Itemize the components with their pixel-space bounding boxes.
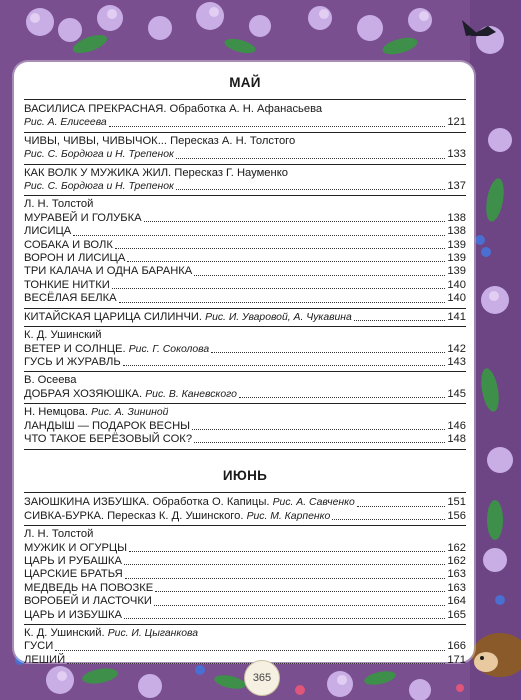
toc-entry[interactable] [24,225,466,238]
entry-title: ЦАРЬ И ИЗБУШКА [24,608,123,621]
entry-title: ВОРОБЕЙ И ЛАСТОЧКИ [24,595,152,608]
entry-page: 143 [447,355,466,368]
divider [24,449,466,450]
entry-title: ВОРОН И ЛИСИЦА [24,252,126,265]
entry-title: ВАСИЛИСА ПРЕКРАСНАЯ. [24,103,167,115]
toc-entry[interactable] [24,252,466,265]
entry-note: Обработка А. Н. Афанасьева [169,103,323,115]
entry-title: ГУСЬ И ЖУРАВЛЬ [24,355,121,368]
entry-title: ЦАРСКИЕ БРАТЬЯ [24,568,123,581]
section-title-june: ИЮНЬ [222,468,268,484]
entry-credit: Рис. А. Зининой [91,407,169,419]
toc-entry[interactable] [24,265,466,278]
divider [24,624,466,625]
author-name: Л. Н. Толстой [24,198,94,211]
entry-title: КИТАЙСКАЯ ЦАРИЦА СИЛИНЧИ. [24,310,203,323]
toc-entry[interactable] [24,103,466,130]
toc-entry[interactable] [24,640,466,653]
entry-title: МУЖИК И ОГУРЦЫ [24,541,128,554]
entry-title: ВЕСЁЛАЯ БЕЛКА [24,292,117,305]
page-number: 365 [244,660,280,696]
toc-entry[interactable] [24,279,466,292]
entry-page: 138 [447,225,466,238]
entry-credit: Рис. А. Елисеева [24,117,107,129]
entry-page: 156 [447,509,466,522]
author-name: В. Осеева [24,374,77,387]
toc-entry[interactable] [24,496,466,509]
entry-title: МЕДВЕДЬ НА ПОВОЗКЕ [24,581,154,594]
toc-entry[interactable] [24,311,466,324]
entry-page: 137 [447,180,466,193]
entry-page: 121 [447,116,466,129]
section-title-may: МАЙ [229,75,261,90]
entry-page: 148 [447,432,466,445]
entry-title: МУРАВЕЙ И ГОЛУБКА [24,211,142,224]
divider [24,308,466,309]
toc-entry[interactable] [24,510,466,523]
entry-page: 140 [447,278,466,291]
toc-entry[interactable] [24,542,466,555]
divider [24,99,466,100]
entry-page: 141 [447,310,466,323]
entry-title: ЛИСИЦА [24,225,72,238]
author-name: К. Д. Ушинский. Рис. И. Цыганкова [24,627,198,639]
entry-page: 145 [447,387,466,400]
toc-entry[interactable] [24,388,466,401]
entry-page: 139 [447,238,466,251]
toc-entry[interactable] [24,135,466,162]
entry-page: 151 [447,496,466,509]
toc-entry[interactable] [24,212,466,225]
entry-title: ЛАНДЫШ — ПОДАРОК ВЕСНЫ [24,419,191,432]
entry-page: 138 [447,211,466,224]
entry-title: ДОБРАЯ ХОЗЯЮШКА. [24,387,143,400]
entry-title: ТРИ КАЛАЧА И ОДНА БАРАНКА [24,265,193,278]
entry-credit: Рис. И. Уваровой, А. Чукавина [205,311,352,323]
entry-title: ТОНКИЕ НИТКИ [24,278,110,291]
toc-entry[interactable] [24,595,466,608]
toc-entry[interactable] [24,568,466,581]
entry-note: Пересказ Г. Науменко [174,166,288,179]
divider [24,371,466,372]
entry-title: ЧТО ТАКОЕ БЕРЁЗОВЫЙ СОК? [24,432,193,445]
divider [24,403,466,404]
entry-credit: Рис. М. Карпенко [246,510,331,522]
entry-page: 142 [447,342,466,355]
toc-entry[interactable] [24,555,466,568]
entry-credit: Рис. А. Савченко [272,497,355,509]
toc-entry[interactable] [24,292,466,305]
entry-note: Пересказ К. Д. Ушинского. [107,509,244,522]
entry-page: 171 [447,653,466,666]
entry-page: 133 [447,148,466,161]
entry-page: 163 [447,568,466,581]
entry-note: Пересказ А. Н. Толстого [170,134,296,147]
entry-title: СИВКА-БУРКА. [24,509,105,522]
entry-title: ГУСИ [24,640,54,653]
entry-title: ЛЕШИЙ [24,653,66,666]
entry-credit: Рис. Г. Соколова [128,343,210,355]
toc-entry[interactable] [24,582,466,595]
entry-page: 139 [447,265,466,278]
entry-page: 166 [447,640,466,653]
entry-page: 146 [447,419,466,432]
toc-entry[interactable] [24,239,466,252]
entry-page: 165 [447,608,466,621]
entry-title: СОБАКА И ВОЛК [24,238,113,251]
entry-title: ВЕТЕР И СОЛНЦЕ. [24,342,126,355]
divider [24,132,466,133]
divider [24,164,466,165]
toc-entry[interactable] [24,420,466,433]
author-name: Л. Н. Толстой [24,528,94,541]
toc-entry[interactable] [24,356,466,369]
divider [24,326,466,327]
entry-note: Обработка О. Капицы. [152,496,270,509]
table-of-contents [24,74,466,667]
toc-entry[interactable] [24,609,466,622]
entry-title: КАК ВОЛК У МУЖИКА ЖИЛ. [24,166,172,179]
entry-title: ЦАРЬ И РУБАШКА [24,554,122,567]
entry-page: 162 [447,554,466,567]
entry-credit: Рис. В. Каневского [145,388,237,400]
entry-page: 163 [447,581,466,594]
toc-entry[interactable] [24,433,466,446]
author-name: Н. Немцова. Рис. А. Зининой [24,406,169,419]
divider [24,195,466,196]
entry-page: 162 [447,541,466,554]
entry-title: ЗАЮШКИНА ИЗБУШКА. [24,496,150,509]
divider [24,492,466,493]
entry-page: 140 [447,292,466,305]
entry-credit: Рис. С. Бордюга и Н. Трепенок [24,181,174,193]
toc-entry[interactable] [24,343,466,356]
entry-title: ЧИВЫ, ЧИВЫ, ЧИВЫЧОК... [24,134,168,147]
entry-credit: Рис. И. Цыганкова [107,628,198,639]
entry-credit: Рис. С. Бордюга и Н. Трепенок [24,149,174,161]
entry-page: 164 [447,595,466,608]
toc-entry[interactable] [24,654,466,667]
entry-page: 139 [447,252,466,265]
divider [24,525,466,526]
toc-entry[interactable] [24,167,466,194]
author-name: К. Д. Ушинский [24,329,102,342]
